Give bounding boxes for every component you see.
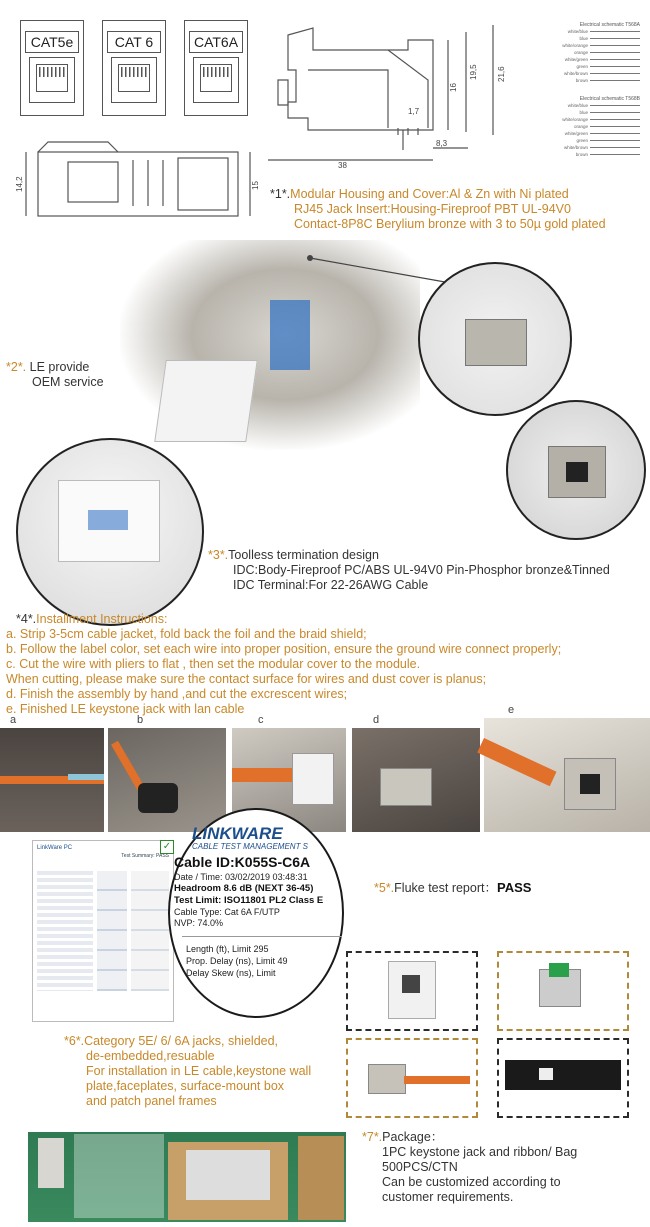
install-step: d. Finish the assembly by hand ,and cut the excrescent wires; [6,687,348,701]
report-header-left: LinkWare PC [37,845,73,851]
wire-line [590,31,640,32]
spec-text: For installation in LE cable,keystone wall [86,1064,312,1078]
install-steps [6,627,561,717]
wiring-row [560,28,640,35]
jack-detail-circle-2 [506,400,646,540]
wiring-schematic-t568b [560,96,640,158]
wire-line [590,59,640,60]
wiring-row [560,130,640,137]
spec-text: Contact-8P8C Berylium bronze with 3 to 50µ gold plated [294,217,606,231]
spec-marker: *2*. [6,360,27,374]
spec-7 [362,1130,577,1205]
side-view-drawing [268,10,538,170]
cable-id: Cable ID:K055S-C6A [174,854,311,870]
spec-title: Package： [382,1130,444,1144]
dim-label: 21,6 [497,66,506,82]
front-view-drawing [15,140,260,220]
wiring-row [560,77,640,84]
wiring-row [560,109,640,116]
report-header-right: Test Summary: PASS [121,853,169,859]
spec-text: customer requirements. [382,1190,514,1204]
step-b-photo [108,728,226,832]
step-letter: b [137,714,144,726]
linkware-subtitle: CABLE TEST MANAGEMENT S [192,842,309,851]
wire-color-label: white/blue [567,29,588,34]
spec-text: LE provide [26,360,90,374]
spec-6 [64,1034,311,1109]
wire-color-label: green [576,138,588,143]
package-photo [28,1132,346,1222]
report-prop-delay: Prop. Delay (ns), Limit 49 [186,956,288,966]
report-datetime: Date / Time: 03/02/2019 03:48:31 [174,872,308,882]
wire-color-label: brown [575,152,588,157]
spec-text: IDC:Body-Fireproof PC/ABS UL-94V0 Pin-Phosphor bronze&Tinned [233,563,610,577]
report-nvp: NVP: 74.0% [174,918,224,928]
patch-panel-photo [497,1038,629,1118]
spec-4 [16,612,167,627]
spec-text: plate,faceplates, surface-mount box [86,1079,285,1093]
spec-text: Can be customized according to [382,1175,561,1189]
dim-label: 8,3 [436,139,448,148]
spec-text: de-embedded,resuable [86,1049,215,1063]
install-step: e. Finished LE keystone jack with lan cable [6,702,245,716]
spec-marker: *3*. [208,548,229,562]
wire-line [590,147,640,148]
wire-line [590,80,640,81]
step-letter: d [373,714,380,726]
spec-text: Fluke test report： [394,881,497,895]
schematic-title: Electrical schematic T568B [579,96,640,102]
fluke-pass-check: ✓ [160,840,174,854]
wire-line [590,112,640,113]
jack-label: CAT5e [25,31,79,53]
dim-label: 38 [338,161,347,170]
dim-label: 15 [251,181,260,190]
spec-2 [6,360,104,390]
wire-line [590,45,640,46]
jack-label: CAT 6 [107,31,161,53]
wiring-row [560,63,640,70]
install-step: When cutting, please make sure the contact surface for wires and dust cover is planus; [6,672,487,686]
wire-line [590,38,640,39]
wire-line [590,119,640,120]
report-headroom: Headroom 8.6 dB (NEXT 36-45) [174,883,314,894]
fluke-magnifier [168,808,344,1018]
cat6a-jack-drawing [184,20,248,116]
wire-line [590,105,640,106]
schematic-title: Electrical schematic T568A [579,22,640,28]
report-test-limit: Test Limit: ISO11801 PL2 Class E [174,895,324,906]
wire-color-label: white/brown [563,71,588,76]
spec-text: IDC Terminal:For 22-26AWG Cable [233,578,429,592]
wiring-schematic-t568a [560,22,640,84]
rj45-port [193,57,239,103]
wiring-row [560,49,640,56]
wire-color-label: white/green [564,57,588,62]
spec-marker: *4*. [16,612,37,626]
dim-label: 1,7 [408,107,420,116]
wiring-row [560,123,640,130]
spec-text: 500PCS/CTN [382,1160,458,1174]
wire-line [590,140,640,141]
spec-text: and patch panel frames [86,1094,217,1108]
wire-color-label: orange [573,124,588,129]
rj45-port [29,57,75,103]
spec-1 [270,187,606,232]
install-step: a. Strip 3-5cm cable jacket, fold back the foil and the braid shield; [6,627,367,641]
wall-plate-photo [346,951,478,1031]
step-a-photo [0,728,104,832]
spec-text: OEM service [32,375,104,389]
pass-label: PASS [496,880,532,895]
report-cable-type: Cable Type: Cat 6A F/UTP [174,907,280,917]
wire-line [590,154,640,155]
cat6-jack-drawing [102,20,166,116]
dim-label: 19,5 [469,64,478,80]
wire-color-label: green [576,64,588,69]
linkware-brand: LINKWARE [192,824,283,843]
spec-marker: *7*. [362,1130,383,1144]
step-e-photo [484,718,650,832]
spec-text: Category 5E/ 6/ 6A jacks, shielded, [84,1034,279,1048]
spec-marker: *5*. [374,881,395,895]
jack-cable-photo [346,1038,478,1118]
wire-color-label: white/orange [562,117,588,122]
wiring-row [560,42,640,49]
wiring-row [560,35,640,42]
spec-title: Installment Instructions: [36,612,168,626]
wiring-row [560,151,640,158]
wire-line [590,133,640,134]
spec-marker: *1*. [270,187,291,201]
wire-color-label: orange [573,50,588,55]
spec-3 [208,548,610,593]
wire-line [590,52,640,53]
dim-label: 16 [449,83,458,92]
wiring-row [560,116,640,123]
wiring-row [560,102,640,109]
wire-color-label: white/green [564,131,588,136]
spec-text: 1PC keystone jack and ribbon/ Bag [382,1145,578,1159]
wire-color-label: white/brown [563,145,588,150]
wire-line [590,73,640,74]
step-letter: a [10,714,17,726]
cat5e-jack-drawing [20,20,84,116]
dim-label: 14,2 [15,176,24,192]
fluke-report-page [32,840,174,1022]
install-step: c. Cut the wire with pliers to flat , then set the modular cover to the module. [6,657,421,671]
wire-color-label: blue [579,110,588,115]
spec-text: Toolless termination design [228,548,379,562]
report-delay-skew: Delay Skew (ns), Limit [186,968,276,978]
wire-line [590,66,640,67]
wiring-row [560,137,640,144]
jack-label: CAT6A [189,31,243,53]
spec-text: RJ45 Jack Insert:Housing-Fireproof PBT UL-94V0 [294,202,571,216]
report-length: Length (ft), Limit 295 [186,944,269,954]
wire-line [590,126,640,127]
wire-color-label: blue [579,36,588,41]
spec-marker: *6*. [64,1034,85,1048]
wiring-row [560,70,640,77]
jack-detail-circle-1 [418,262,572,416]
wire-color-label: white/blue [567,103,588,108]
wire-color-label: white/orange [562,43,588,48]
spec-text: Modular Housing and Cover:Al & Zn with Ni plated [290,187,569,201]
step-letter: e [508,704,515,716]
rj45-port [111,57,157,103]
idc-detail-circle [16,438,204,626]
wiring-row [560,56,640,63]
wiring-row [560,144,640,151]
install-step: b. Follow the label color, set each wire into proper position, ensure the ground wire connect properly; [6,642,562,656]
step-letter: c [258,714,264,726]
step-d-photo [352,728,480,832]
wire-color-label: brown [575,78,588,83]
surface-box-photo [497,951,629,1031]
spec-5 [374,880,531,896]
